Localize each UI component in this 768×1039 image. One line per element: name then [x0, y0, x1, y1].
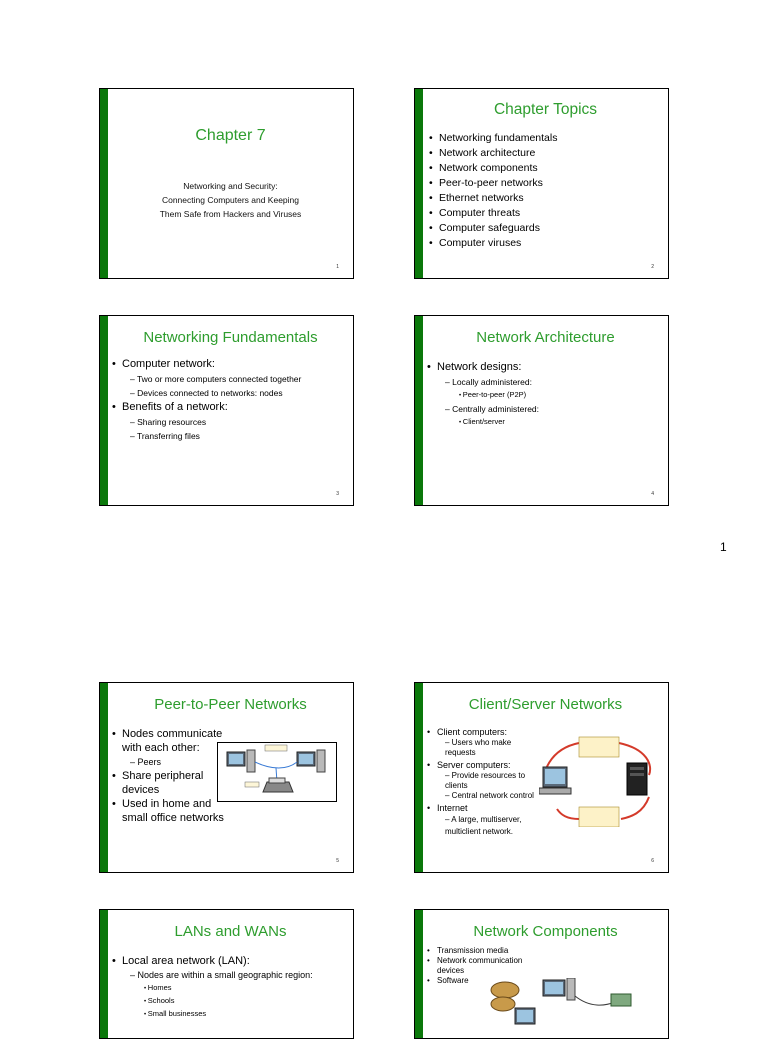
slide-2	[414, 88, 669, 279]
client-server-illustration	[539, 735, 659, 827]
list-item: • Benefits of a network: – Sharing resources – Transferring files	[112, 400, 301, 443]
list-item: • Computer safeguards	[429, 221, 557, 236]
topic-list	[429, 131, 557, 251]
slide-accent-bar	[415, 683, 423, 872]
list-item: • Transmission media	[427, 946, 537, 956]
slide-4	[414, 315, 669, 506]
slide-title: Chapter Topics	[493, 101, 598, 118]
list-item: • Network architecture	[429, 146, 557, 161]
slide-8	[414, 909, 669, 1039]
slide-title: LANs and WANs	[174, 923, 287, 940]
slide-title: Network Components	[473, 923, 618, 940]
list-item: • Nodes communicate with each other: – Peers	[112, 727, 230, 769]
network-components-illustration	[485, 978, 635, 1028]
slide-accent-bar	[415, 910, 423, 1038]
slide-title: Peer-to-Peer Networks	[154, 696, 307, 713]
slide-6	[414, 682, 669, 873]
list-item: • Client computers: – Users who make requests	[427, 727, 542, 758]
slide-7	[99, 909, 354, 1039]
list-item: • Network communication devices	[427, 956, 537, 976]
bullet-list	[427, 727, 542, 838]
slide-subtitle: Networking and Security: Connecting Computers and Keeping Them Safe from Hackers and Viruses	[159, 181, 302, 219]
list-item: • Internet – A large, multiserver, multiclient network.	[427, 803, 542, 838]
slide-accent-bar	[415, 316, 423, 505]
bullet-list	[112, 357, 301, 443]
list-item: • Network designs: – Locally administered: • Peer-to-peer (P2P) – Centrally administered: • Client/server	[427, 360, 539, 429]
bullet-list	[112, 727, 230, 825]
slide-number: 4	[651, 491, 654, 497]
list-item: • Networking fundamentals	[429, 131, 557, 146]
slide-accent-bar	[100, 683, 108, 872]
bullet-list	[427, 360, 539, 429]
slide-number: 6	[651, 858, 654, 864]
slide-1	[99, 88, 354, 279]
slide-accent-bar	[415, 89, 423, 278]
slide-number: 1	[336, 264, 339, 270]
list-item: • Used in home and small office networks	[112, 797, 230, 825]
slide-5	[99, 682, 354, 873]
slide-title: Networking Fundamentals	[143, 329, 318, 346]
list-item: • Peer-to-peer networks	[429, 176, 557, 191]
list-item: • Server computers: – Provide resources to clients – Central network control	[427, 760, 542, 801]
slide-title: Chapter 7	[195, 127, 266, 144]
bullet-list	[112, 954, 313, 1021]
slide-number: 2	[651, 264, 654, 270]
slide-accent-bar	[100, 316, 108, 505]
slide-accent-bar	[100, 910, 108, 1038]
slide-title: Network Architecture	[476, 329, 615, 346]
list-item: • Software	[427, 976, 537, 986]
page-number: 1	[720, 540, 727, 554]
list-item: • Network components	[429, 161, 557, 176]
list-item: • Computer threats	[429, 206, 557, 221]
peer-network-illustration	[217, 742, 337, 802]
list-item: • Computer viruses	[429, 236, 557, 251]
slide-title: Client/Server Networks	[468, 696, 623, 713]
slide-accent-bar	[100, 89, 108, 278]
slide-number: 3	[336, 491, 339, 497]
list-item: • Local area network (LAN): – Nodes are within a small geographic region: • Homes • Schools • Small businesses	[112, 954, 313, 1021]
list-item: • Computer network: – Two or more computers connected together – Devices connected to networks: nodes	[112, 357, 301, 400]
slide-3	[99, 315, 354, 506]
list-item: • Ethernet networks	[429, 191, 557, 206]
slide-number: 5	[336, 858, 339, 864]
list-item: • Share peripheral devices	[112, 769, 230, 797]
